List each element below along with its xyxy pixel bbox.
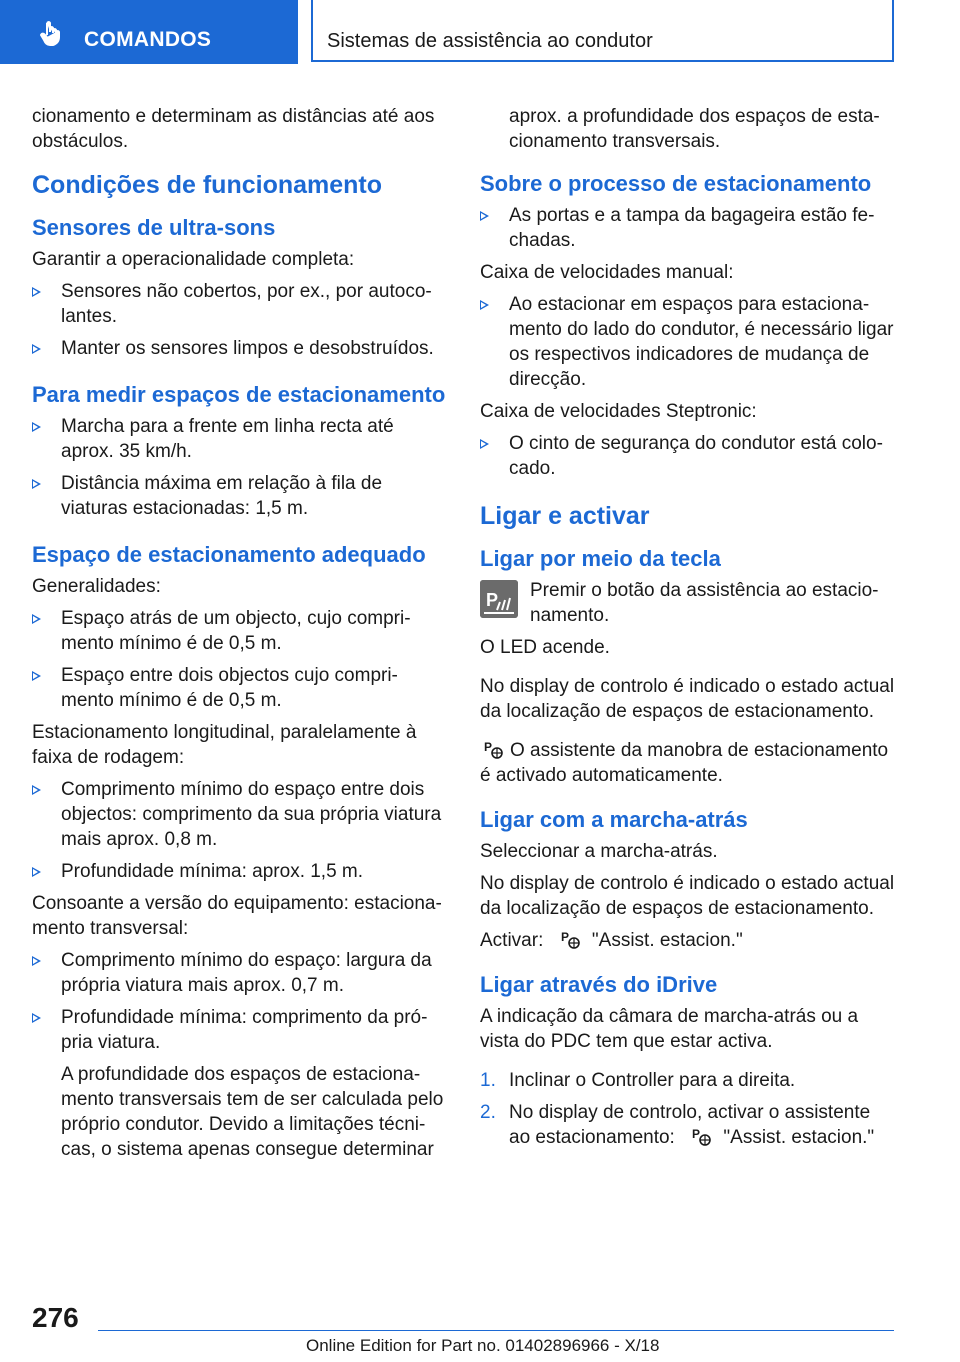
svg-text:P: P [484, 740, 493, 754]
heading-conditions: Condições de funcionamento [32, 171, 383, 199]
bullet-triangle-icon [32, 671, 41, 681]
list-item: O cinto de segurança do condutor está colo-cado. [480, 431, 896, 481]
bullet-triangle-icon [32, 422, 41, 432]
paragraph: Generalidades: [32, 576, 161, 597]
bullet-triangle-icon [32, 1013, 41, 1023]
bullet-triangle-icon [32, 287, 41, 297]
bullet-triangle-icon [32, 956, 41, 966]
section-header [311, 0, 894, 62]
right-column [480, 104, 896, 1157]
section-title: Sistemas de assistência ao condutor [327, 30, 653, 52]
heading-idrive: Ligar através do iDrive [480, 972, 718, 997]
park-assist-icon [561, 929, 581, 949]
paragraph: Seleccionar a marcha-atrás. [480, 841, 718, 862]
list-subparagraph: A profundidade dos espaços de estaciona-mento transversais tem de ser calculada pelo próprio condutor. Devido a limitações técni-cas, o sistema apenas consegue determinar [61, 1064, 444, 1160]
paragraph: A indicação da câmara de marcha-atrás ou a vista do PDC tem que estar activa. [480, 1006, 859, 1052]
paragraph: cionamento e determinam as distâncias até aos obstáculos. [32, 106, 435, 152]
list-item: Comprimento mínimo do espaço entre dois objectos: comprimento da sua própria viatura mais aprox. 0,8 m. [32, 777, 446, 852]
bullet-triangle-icon [480, 439, 489, 449]
paragraph: O LED acende. [480, 637, 610, 658]
bullet-triangle-icon [480, 211, 489, 221]
svg-text:P: P [486, 590, 499, 610]
bullet-triangle-icon [32, 867, 41, 877]
list-item: As portas e a tampa da bagageira estão fe-chadas. [480, 203, 896, 253]
heading-button: Ligar por meio da tecla [480, 546, 721, 571]
heading-measure: Para medir espaços de estacionamento [32, 382, 446, 407]
paragraph: P O assistente da manobra de estacionamento é activado automaticamente. [480, 740, 889, 786]
paragraph: Caixa de velocidades manual: [480, 262, 734, 283]
list-item-step: 2. No display de controlo, activar o assistente ao estacionamento: P "Assist. estacion." [480, 1102, 875, 1148]
park-assist-button-icon [480, 580, 518, 618]
paragraph: Estacionamento longitudinal, paralelamente à faixa de rodagem: [32, 722, 417, 768]
list-item: Profundidade mínima: comprimento da pró-pria viatura. [32, 1005, 446, 1055]
chapter-tab [0, 0, 298, 64]
bullet-triangle-icon [480, 300, 489, 310]
footer-divider [98, 1330, 894, 1331]
footer-edition: Online Edition for Part no. 01402896966 - X/18 [306, 1336, 660, 1355]
park-assist-icon [484, 739, 504, 759]
park-assist-icon [692, 1126, 712, 1146]
button-instruction: P Premir o botão da assistência ao estacio-namento. [480, 578, 896, 628]
bullet-triangle-icon [32, 614, 41, 624]
list-item-step: 1. Inclinar o Controller para a direita. [480, 1070, 796, 1091]
svg-text:P: P [560, 930, 569, 944]
bullet-triangle-icon [32, 785, 41, 795]
paragraph: Activar: P "Assist. estacion." [480, 930, 743, 951]
bullet-triangle-icon [32, 479, 41, 489]
list-subparagraph: aprox. a profundidade dos espaços de esta-cionamento transversais. [509, 106, 880, 152]
list-item: Profundidade mínima: aprox. 1,5 m. [32, 859, 446, 884]
page-number: 276 [32, 1302, 79, 1333]
list-item: Sensores não cobertos, por ex., por autoco-lantes. [32, 279, 446, 329]
svg-text:P: P [692, 1127, 701, 1141]
heading-activate: Ligar e activar [480, 502, 650, 530]
list-item: Marcha para a frente em linha recta até aprox. 35 km/h. [32, 414, 446, 464]
list-item: Espaço atrás de um objecto, cujo compri-mento mínimo é de 0,5 m. [32, 606, 446, 656]
paragraph: No display de controlo é indicado o estado actual da localização de espaços de estacionamento. [480, 873, 895, 919]
heading-reverse: Ligar com a marcha-atrás [480, 807, 748, 832]
paragraph: Consoante a versão do equipamento: estaciona-mento transversal: [32, 893, 442, 939]
bullet-triangle-icon [32, 344, 41, 354]
heading-process: Sobre o processo de estacionamento [480, 171, 872, 196]
paragraph: Caixa de velocidades Steptronic: [480, 401, 757, 422]
chapter-label: COMANDOS [84, 28, 212, 51]
list-item: Distância máxima em relação à fila de viaturas estacionadas: 1,5 m. [32, 471, 446, 521]
paragraph: Garantir a operacionalidade completa: [32, 249, 355, 270]
list-item: Manter os sensores limpos e desobstruídos. [32, 336, 446, 361]
heading-space: Espaço de estacionamento adequado [32, 542, 426, 567]
list-item: Comprimento mínimo do espaço: largura da própria viatura mais aprox. 0,7 m. [32, 948, 446, 998]
list-item: Ao estacionar em espaços para estaciona-mento do lado do condutor, é necessário ligar os respectivos indicadores de mudança de direcção. [480, 292, 896, 392]
paragraph: No display de controlo é indicado o estado actual da localização de espaços de estacionamento. [480, 676, 895, 722]
list-item: Espaço entre dois objectos cujo compri-mento mínimo é de 0,5 m. [32, 663, 446, 713]
hand-pointer-icon [38, 20, 66, 48]
heading-sensors: Sensores de ultra-sons [32, 215, 276, 240]
left-column [32, 104, 446, 1169]
